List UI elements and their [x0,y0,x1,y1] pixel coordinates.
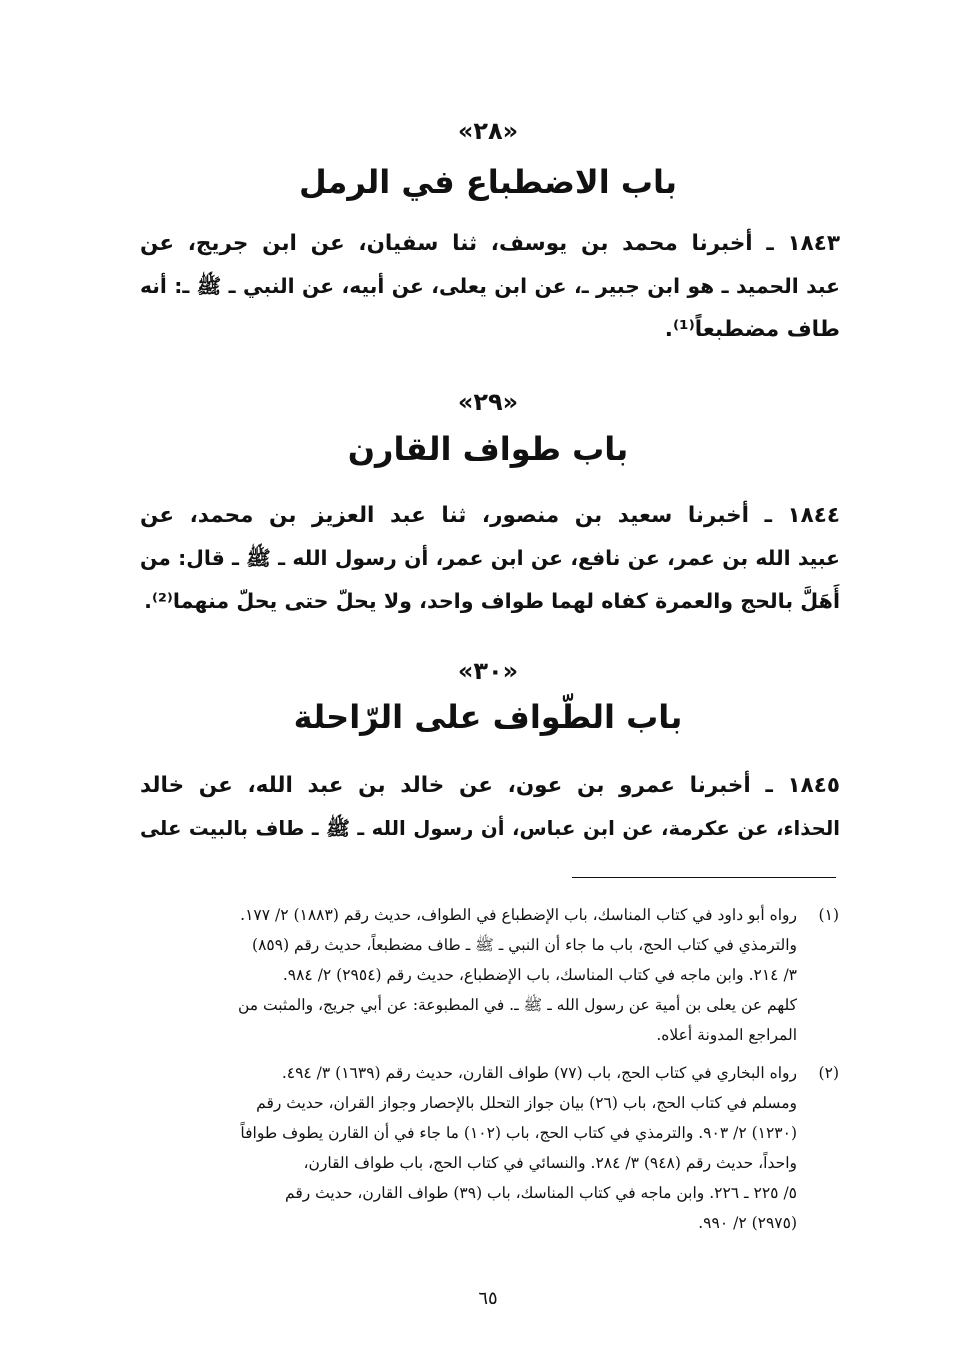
footnote-line: كلهم عن يعلى بن أمية عن رسول الله ـ ﷺ ـ. في المطبوعة: عن أبي جريج، والمثبت من [237,996,797,1014]
text-line: الحذاء، عن عكرمة، عن ابن عباس، أن رسول الله ـ ﷺ ـ طاف بالبيت على [140,817,840,840]
section-number: «٣٠» [457,657,519,685]
text-line: عبد الحميد ـ هو ابن جبير ـ، عن ابن يعلى، عن أبيه، عن النبي ـ ﷺ ـ: أنه [140,274,840,298]
hadith-paragraph [140,764,840,850]
section-title: باب الاضطباع في الرمل [298,163,678,201]
footnote-line: واحداً، حديث رقم (٩٤٨) ٣/ ٢٨٤. والنسائي في كتاب الحج، باب طواف القارن، [303,1154,797,1172]
text-line: ١٨٤٣ ـ أخبرنا محمد بن يوسف، ثنا سفيان، عن ابن جريج، عن [140,231,840,256]
footnote-body [139,1058,797,1238]
footnote-line: (١٢٣٠) ٢/ ٩٠٣. والترمذي في كتاب الحج، باب (١٠٢) ما جاء في أن القارن يطوف طوافاً [240,1124,797,1142]
footnote-line: رواه أبو داود في كتاب المناسك، باب الإضطباع في الطواف، حديث رقم (١٨٨٣) ٢/ ١٧٧. [240,906,797,924]
footnote-line: (٢٩٧٥) ٢/ ٩٩٠. [698,1214,797,1232]
text-line: طاف مضطبعاً⁽¹⁾. [664,317,840,342]
footnote-line: ٥/ ٢٢٥ ـ ٢٢٦. وابن ماجه في كتاب المناسك، باب (٣٩) طواف القارن، حديث رقم [285,1184,797,1202]
footnote-line: المراجع المدونة أعلاه. [656,1026,797,1044]
text-line: عبيد الله بن عمر، عن نافع، عن ابن عمر، أن رسول الله ـ ﷺ ـ قال: من [140,546,840,570]
footnote [139,900,839,1050]
footnote-body [139,900,797,1050]
page-number: ٦٥ [478,1288,498,1309]
hadith-paragraph [140,494,840,623]
footnote-line: رواه البخاري في كتاب الحج، باب (٧٧) طواف القارن، حديث رقم (١٦٣٩) ٣/ ٤٩٤. [281,1064,797,1082]
section-number: «٢٨» [457,117,519,145]
text-line: ١٨٤٤ ـ أخبرنا سعيد بن منصور، ثنا عبد العزيز بن محمد، عن [140,503,840,528]
section-number: «٢٩» [457,388,519,416]
footnote-separator [572,877,836,878]
footnote-mark: (٢) [818,1064,839,1082]
footnote-mark: (١) [818,906,839,924]
footnote-line: ومسلم في كتاب الحج، باب (٢٦) بيان جواز التحلل بالإحصار وجواز القران، حديث رقم [256,1094,797,1112]
footnote-line: والترمذي في كتاب الحج، باب ما جاء أن النبي ـ ﷺ ـ طاف مضطبعاً، حديث رقم (٨٥٩) [252,936,797,954]
hadith-paragraph [140,222,840,351]
footnote [139,1058,839,1238]
section-title: باب طواف القارن [347,430,629,468]
text-line: أَهَلَّ بالحج والعمرة كفاه لهما طواف واحد، ولا يحلّ حتى يحلّ منهما⁽²⁾. [144,589,840,613]
section-title: باب الطّواف على الرّاحلة [293,698,683,736]
text-line: ١٨٤٥ ـ أخبرنا عمرو بن عون، عن خالد بن عبد الله، عن خالد [140,773,840,798]
footnote-line: ٣/ ٢١٤. وابن ماجه في كتاب المناسك، باب الإضطباع، حديث رقم (٢٩٥٤) ٢/ ٩٨٤. [282,966,797,984]
